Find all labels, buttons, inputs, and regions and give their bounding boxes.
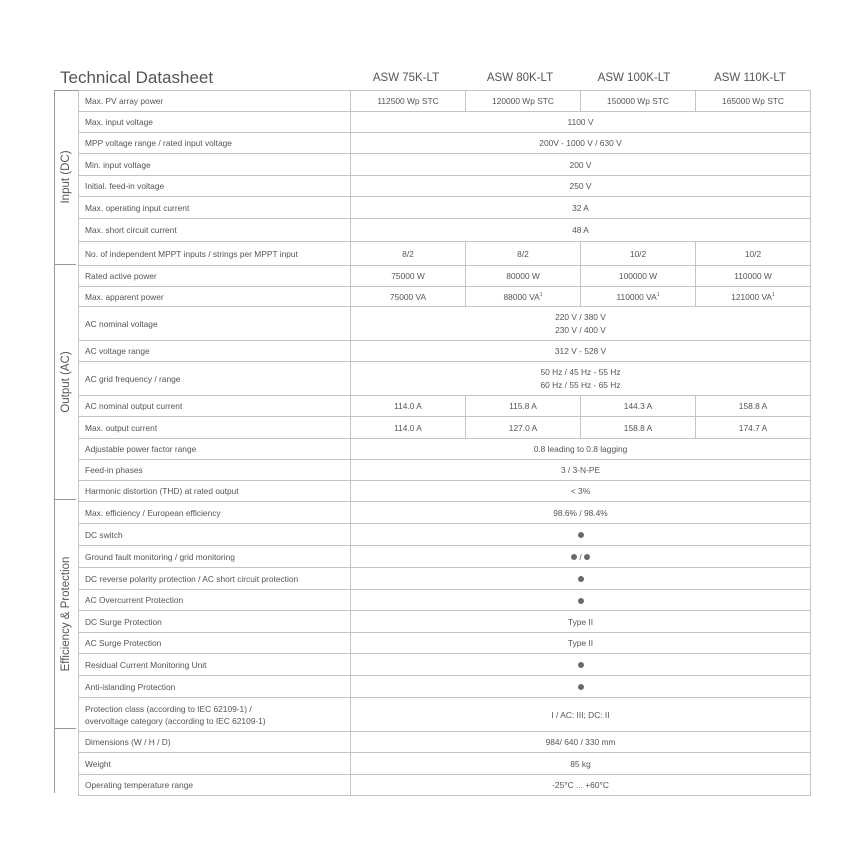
value-cell: 3 / 3-N-PE <box>351 460 811 481</box>
spec-table <box>78 90 811 796</box>
table-row <box>79 698 811 732</box>
value-cell <box>351 590 811 611</box>
value-cell: 250 V <box>351 176 811 197</box>
param-label: AC voltage range <box>79 341 351 362</box>
param-label: Feed-in phases <box>79 460 351 481</box>
value-cell <box>351 654 811 676</box>
section-general <box>54 729 76 793</box>
table-row <box>79 154 811 176</box>
table-row <box>79 590 811 611</box>
value-line: 60 Hz / 55 Hz - 65 Hz <box>540 379 621 390</box>
value-cell: 10/2 <box>696 242 811 266</box>
value-cell: 8/2 <box>351 242 466 266</box>
table-row <box>79 460 811 481</box>
model-header-80k: ASW 80K-LT <box>486 72 554 84</box>
value-cell: 158.8 A <box>696 396 811 417</box>
param-label: DC switch <box>79 524 351 546</box>
table-row <box>79 133 811 154</box>
value-cell: 8/2 <box>466 242 581 266</box>
value-cell: 150000 Wp STC <box>581 91 696 112</box>
value-cell <box>696 287 811 307</box>
table-row <box>79 481 811 502</box>
value-cell <box>466 287 581 307</box>
standard-feature-dot-icon <box>578 684 584 690</box>
value-line: 230 V / 400 V <box>555 324 606 335</box>
value-cell: 75000 W <box>351 266 466 287</box>
param-label: AC Surge Protection <box>79 633 351 654</box>
value-cell: 115.8 A <box>466 396 581 417</box>
value-cell: 158.8 A <box>581 417 696 439</box>
param-label: Min. input voltage <box>79 154 351 176</box>
table-row <box>79 775 811 796</box>
param-label-line: overvoltage category (according to IEC 62109-1) <box>85 715 266 726</box>
param-label: Max. output current <box>79 417 351 439</box>
value-cell: 984/ 640 / 330 mm <box>351 732 811 753</box>
standard-feature-dot-icon <box>571 554 577 560</box>
value-cell: 120000 Wp STC <box>466 91 581 112</box>
section-input-dc <box>54 90 76 265</box>
value-text: 121000 VA <box>731 291 773 302</box>
table-row <box>79 417 811 439</box>
value-cell: Type II <box>351 611 811 633</box>
param-label: MPP voltage range / rated input voltage <box>79 133 351 154</box>
value-cell: 200 V <box>351 154 811 176</box>
param-label: Weight <box>79 753 351 775</box>
param-label: AC nominal output current <box>79 396 351 417</box>
table-row <box>79 753 811 775</box>
section-efficiency-protection <box>54 500 76 729</box>
value-cell: 48 A <box>351 219 811 242</box>
footnote-marker: 1 <box>772 291 775 298</box>
value-cell <box>351 568 811 590</box>
param-label: Harmonic distortion (THD) at rated output <box>79 481 351 502</box>
value-text: 110000 VA <box>616 291 657 302</box>
value-cell: 32 A <box>351 197 811 219</box>
value-cell <box>351 524 811 546</box>
table-row <box>79 266 811 287</box>
param-label: Max. efficiency / European efficiency <box>79 502 351 524</box>
value-cell: 100000 W <box>581 266 696 287</box>
param-label: Dimensions (W / H / D) <box>79 732 351 753</box>
param-label: AC grid frequency / range <box>79 362 351 396</box>
separator: / <box>579 551 582 562</box>
table-row <box>79 654 811 676</box>
value-line: 50 Hz / 45 Hz - 55 Hz <box>540 366 621 377</box>
param-label: Max. PV array power <box>79 91 351 112</box>
table-row <box>79 91 811 112</box>
value-cell <box>351 362 811 396</box>
param-label: Ground fault monitoring / grid monitoring <box>79 546 351 568</box>
value-cell: 85 kg <box>351 753 811 775</box>
param-label: DC reverse polarity protection / AC short circuit protection <box>79 568 351 590</box>
param-label: Initial. feed-in voltage <box>79 176 351 197</box>
table-row <box>79 219 811 242</box>
value-cell: 114.0 A <box>351 396 466 417</box>
table-row <box>79 611 811 633</box>
standard-feature-dot-icon <box>578 532 584 538</box>
value-cell: I / AC: III; DC: II <box>351 698 811 732</box>
param-label: Rated active power <box>79 266 351 287</box>
value-cell: 10/2 <box>581 242 696 266</box>
standard-feature-dot-icon <box>584 554 590 560</box>
param-label: Adjustable power factor range <box>79 439 351 460</box>
value-cell <box>581 287 696 307</box>
table-row <box>79 396 811 417</box>
table-row <box>79 362 811 396</box>
table-row <box>79 676 811 698</box>
table-row <box>79 633 811 654</box>
value-cell: 127.0 A <box>466 417 581 439</box>
table-row <box>79 546 811 568</box>
param-label: No. of independent MPPT inputs / strings per MPPT input <box>79 242 351 266</box>
param-label: Anti-islanding Protection <box>79 676 351 698</box>
section-output-ac <box>54 265 76 500</box>
value-cell <box>351 307 811 341</box>
model-header-100k: ASW 100K-LT <box>597 72 671 84</box>
value-cell: 80000 W <box>466 266 581 287</box>
value-text: 75000 VA <box>389 291 427 302</box>
value-cell: 0.8 leading to 0.8 lagging <box>351 439 811 460</box>
model-header-75k: ASW 75K-LT <box>372 72 440 84</box>
value-cell: 174.7 A <box>696 417 811 439</box>
param-label: Max. short circuit current <box>79 219 351 242</box>
param-label: Residual Current Monitoring Unit <box>79 654 351 676</box>
section-label-output: Output (AC) <box>59 351 72 413</box>
model-header-110k: ASW 110K-LT <box>714 72 786 84</box>
table-row <box>79 176 811 197</box>
value-cell: -25°C ... +60°C <box>351 775 811 796</box>
value-cell <box>351 676 811 698</box>
footnote-marker: 1 <box>539 291 543 298</box>
section-label-input: Input (DC) <box>59 150 72 204</box>
value-cell: 312 V - 528 V <box>351 341 811 362</box>
value-cell: Type II <box>351 633 811 654</box>
value-cell: 114.0 A <box>351 417 466 439</box>
param-label: Operating temperature range <box>79 775 351 796</box>
table-row <box>79 524 811 546</box>
footnote-marker: 1 <box>656 291 660 298</box>
value-cell: 110000 W <box>696 266 811 287</box>
param-label: Max. apparent power <box>79 287 351 307</box>
value-cell: 200V - 1000 V / 630 V <box>351 133 811 154</box>
param-label: DC Surge Protection <box>79 611 351 633</box>
standard-feature-dot-icon <box>578 576 584 582</box>
value-text: 88000 VA <box>503 291 540 302</box>
value-cell <box>351 546 811 568</box>
table-row <box>79 568 811 590</box>
table-row <box>79 439 811 460</box>
table-row <box>79 242 811 266</box>
param-label: Max. input voltage <box>79 112 351 133</box>
param-label-line: Protection class (according to IEC 62109-1) / <box>85 703 252 714</box>
page-title: Technical Datasheet <box>60 68 214 87</box>
param-label <box>79 698 351 732</box>
param-label: Max. operating input current <box>79 197 351 219</box>
value-cell: 1100 V <box>351 112 811 133</box>
table-row <box>79 502 811 524</box>
standard-feature-dot-icon <box>578 662 584 668</box>
value-cell <box>351 287 466 307</box>
standard-feature-dot-icon <box>578 598 584 604</box>
value-cell: 112500 Wp STC <box>351 91 466 112</box>
value-cell: 165000 Wp STC <box>696 91 811 112</box>
value-cell: < 3% <box>351 481 811 502</box>
param-label: AC Overcurrent Protection <box>79 590 351 611</box>
table-row <box>79 732 811 753</box>
table-row <box>79 341 811 362</box>
value-cell: 144.3 A <box>581 396 696 417</box>
table-row <box>79 197 811 219</box>
value-cell: 98.6% / 98.4% <box>351 502 811 524</box>
table-row <box>79 307 811 341</box>
value-line: 220 V / 380 V <box>555 311 606 322</box>
table-row <box>79 112 811 133</box>
table-row <box>79 287 811 307</box>
section-label-efficiency: Efficiency & Protection <box>59 556 72 672</box>
param-label: AC nominal voltage <box>79 307 351 341</box>
